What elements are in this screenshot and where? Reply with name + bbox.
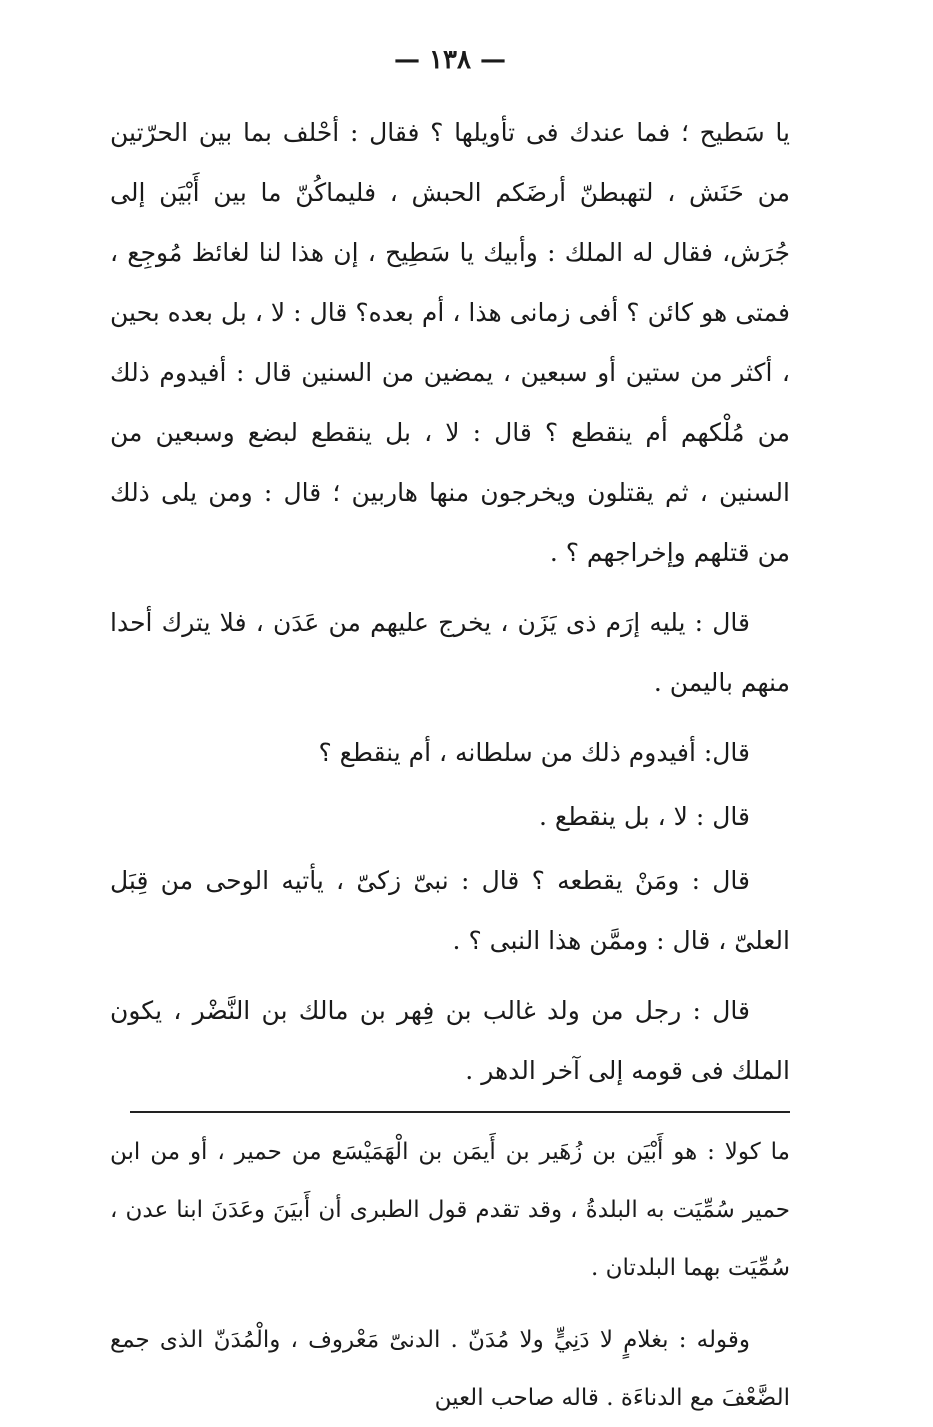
paragraph-1: يا سَطيح ؛ فما عندك فى تأويلها ؟ فقال : أحْلف بما بين الحرّتين من حَنَش ، لتهبطنّ أرضَكم الحبش ، فليماكُنّ ما بين أَبْيَن إلى جُرَش، فقال له الملك : وأبيك يا سَطِيح ، إن هذا لنا لغائظ مُوجِع ، فمتى هو كائن ؟ أفى زمانى هذا ، أم بعده؟ قال : لا ، بل بعده بحين ، أكثر من ستين أو سبعين ، يمضين من السنين قال : أفيدوم ذلك من مُلْكهم أم ينقطع ؟ قال : لا ، بل ينقطع لبضع وسبعين من السنين ، ثم يقتلون ويخرجون منها هاربين ؛ قال : ومن يلى ذلك من قتلهم وإخراجهم ؟ . (110, 118, 790, 567)
paragraph-5: قال : ومَنْ يقطعه ؟ قال : نبىّ زكىّ ، يأتيه الوحى من قِبَل العلىّ ، قال : وممَّن هذا النبى ؟ . (110, 866, 790, 955)
main-text (110, 103, 790, 1101)
footnotes (110, 1123, 790, 1427)
paragraph-6: قال : رجل من ولد غالب بن فِهر بن مالك بن النَّضْر ، يكون الملك فى قومه إلى آخر الدهر . (110, 996, 790, 1085)
footnote-divider (130, 1111, 790, 1113)
paragraph-4: قال : لا ، بل ينقطع . (539, 802, 750, 831)
page (110, 35, 790, 1411)
paragraph-3: قال: أفيدوم ذلك من سلطانه ، أم ينقطع ؟ (318, 738, 750, 767)
footnote-1: ما كولا : هو أَبْيَن بن زُهَير بن أَيمَن بن الْهَمَيْسَع من حمير ، أو من ابن حمير سُمِّيَت به البلدةُ ، وقد تقدم قول الطبرى أن أَبيَنَ وعَدَنَ ابنا عدن ، سُمِّيَت بهما البلدتان . (110, 1139, 790, 1281)
page-number: — ١٣٨ — (393, 45, 507, 75)
footnote-2: وقوله : بغلامٍ لا دَنِيٍّ ولا مُدَنّ . الدنىّ مَعْروف ، والْمُدَنّ الذى جمع الضَّعْفَ مع الدناءَة . قاله صاحب العين (110, 1327, 790, 1411)
paragraph-2: قال : يليه إرَم ذى يَزَن ، يخرج عليهم من عَدَن ، فلا يترك أحدا منهم باليمن . (110, 608, 790, 697)
